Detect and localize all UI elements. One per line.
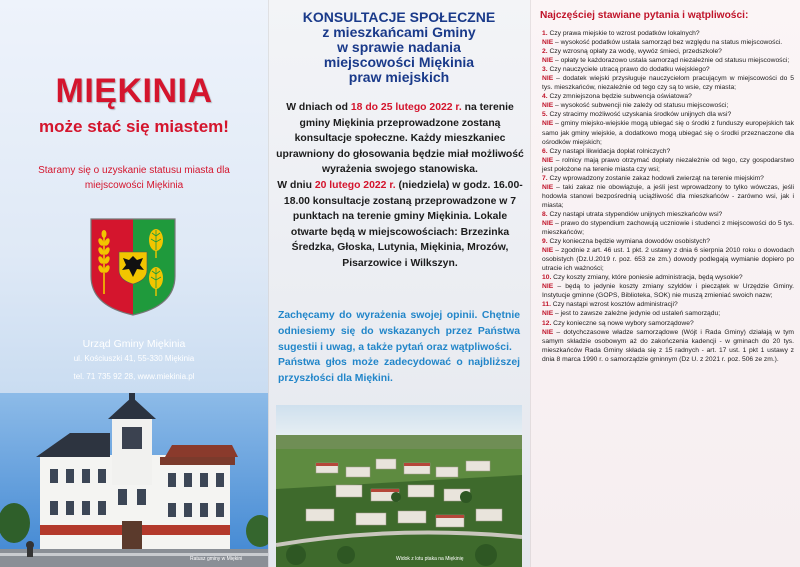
faq-answer-label: NIE (542, 328, 554, 336)
faq-item (542, 210, 794, 237)
faq-question (542, 110, 794, 119)
office-address: ul. Kościuszki 41, 55-330 Miękinia (73, 354, 195, 363)
faq-question-text: Czy konieczna będzie wymiana dowodów osobistych? (549, 238, 711, 246)
faq-answer-label: NIE (542, 102, 554, 110)
faq-number: 5. (542, 111, 548, 119)
right-panel (530, 0, 800, 567)
faq-question-text: Czy zmniejszona będzie subwencja oświatowa? (549, 93, 692, 101)
faq-answer: NIE – wysokość subwencji nie zależy od statusu miejscowości; (542, 102, 729, 110)
faq-answer: NIE – wysokość podatków ustala samorząd bez względu na status miejscowości. (542, 39, 783, 47)
faq-answer: NIE – dotychczasowe władze samorządowe (Wójt i Rada Gminy) działają w tym samym składzie osobowym aż do zakończenia kadencji - w gminach do 20 tys. mieszkańców Rada Gminy składa się z 15 radnych - art. 17 ust. 1 pkt 1 ustawy z dnia 8 marca 1990 r. o samorządzie gminnym (Dz U. z 2021 r. poz. 506 ze zm.). (542, 328, 795, 363)
faq-answer-label: NIE (542, 310, 554, 318)
faq-question-text: Czy wzrosną opłaty za wodę, wywóz śmieci, przedszkole? (549, 48, 722, 56)
consultation-details (276, 100, 524, 272)
coat-of-arms-icon (90, 218, 176, 316)
consultation-day: 20 lutego 2022 r. (314, 179, 396, 191)
title-line: KONSULTACJE SPOŁECZNE (302, 9, 496, 25)
faq-item (542, 300, 794, 318)
photo-caption-middle: Widok z lotu ptaka na Miękinię (396, 556, 464, 562)
faq-item (542, 47, 794, 65)
faq-answer-text: prawo do stypendium zachowują uczniowie i studenci z miejscowości do 5 tys. mieszkańców; (542, 219, 795, 237)
fold-line (530, 0, 531, 567)
office-name: Urząd Gminy Miękinia (82, 338, 186, 350)
main-title: MIĘKINIA (55, 72, 213, 110)
faq-answer: NIE – rolnicy mają prawo otrzymać dopłaty niezależnie od tego, czy gospodarstwo jest położone na terenie miasta czy wsi; (542, 156, 794, 173)
faq-question-text: Czy konieczne są nowe wybory samorządowe? (553, 319, 694, 327)
consultation-dates-paragraph: W dniach od 18 do 25 lutego 2022 r. na terenie gminy Miękinia przeprowadzone zostaną konsultacje społeczne. Każdy mieszkaniec uprawniony do głosowania będzie miał możliwość wyrażenia swojego stanowiska. (276, 102, 524, 176)
faq-answer: NIE – gminy miejsko-wiejskie mogą ubiegać się o środki z funduszy europejskich tak samo jak gminy wiejskie, a dodatkowo mogą ubiegać się o środki przeznaczone dla ośrodków miejskich; (542, 120, 794, 146)
faq-question (542, 92, 794, 101)
faq-answer: NIE – taki zakaz nie obowiązuje, a jeśli jest wprowadzony to tylko wówczas, jeśli hodowla stanowi bezpośrednią uciążliwość dla mieszkańców - zarówno wsi, jak i miasta; (542, 183, 794, 209)
fold-line (268, 0, 269, 567)
faq-answer-label: NIE (542, 283, 554, 291)
faq-title: Najczęściej stawiane pytania i wątpliwości: (540, 10, 749, 21)
faq-question-text: Czy nastąpi utrata stypendiów unijnych mieszkańców wsi? (549, 210, 723, 218)
faq-question (542, 174, 794, 183)
faq-answer-label: NIE (542, 219, 554, 227)
faq-question (542, 47, 794, 56)
consultation-dates: 18 do 25 lutego 2022 r. (350, 102, 462, 113)
faq-item (542, 319, 794, 364)
faq-answer-text: taki zakaz nie obowiązuje, a jeśli jest wprowadzony to tylko wówczas, jeśli hodowla stanowi bezpośrednią uciążliwość dla mieszkańców - zarówno wsi, jak i miasta; (542, 183, 794, 209)
faq-answer: NIE – dodatek wiejski przysługuje nauczycielom pracującym w miejscowości do 5 tys. mieszkańców, niezależnie od tego czy są to wsie, czy miasta; (542, 75, 795, 92)
faq-answer-text: wysokość subwencji nie zależy od statusu miejscowości; (560, 102, 729, 110)
faq-number: 12. (542, 319, 552, 327)
title-line: miejscowości Miękinia (323, 54, 475, 70)
faq-item (542, 29, 794, 47)
faq-answer-text: będą to jedynie koszty zmiany szyldów i pieczątek w Urzędzie Gminy. Instytucje gminne (GOPS, Biblioteka, SOK) nie muszą zmieniać swoich nazw; (542, 283, 794, 300)
invitation-paragraph: Państwa głos może zadecydować o najbliższej przyszłości dla Miękini. (278, 357, 520, 385)
faq-answer-label: NIE (542, 75, 554, 83)
title-line: praw miejskich (348, 69, 450, 85)
faq-question-text: Czy koszty zmiany, które poniesie administracja, będą wysokie? (553, 274, 743, 282)
faq-number: 1. (542, 30, 548, 37)
faq-item (542, 174, 794, 210)
faq-number: 10. (542, 274, 552, 282)
faq-question-text: Czy nastąpi wzrost kosztów administracji? (552, 301, 678, 309)
faq-answer-label: NIE (542, 247, 554, 255)
consultation-title (268, 10, 530, 85)
main-subtitle: może stać się miastem! (39, 117, 229, 136)
faq-number: 8. (542, 210, 548, 218)
faq-number: 3. (542, 66, 548, 74)
faq-question-text: Czy prawa miejskie to wzrost podatków lokalnych? (549, 30, 700, 37)
lead-text: Staramy się o uzyskanie statusu miasta dla miejscowości Miękinia (38, 165, 230, 191)
faq-question (542, 319, 794, 328)
faq-answer-label: NIE (542, 120, 554, 128)
faq-item (542, 147, 794, 174)
faq-answer-text: gminy miejsko-wiejskie mogą ubiegać się o środki z funduszy europejskich tak samo jak gminy wiejskie, a dodatkowo mogą ubiegać się o środki przeznaczone dla ośrodków miejskich; (542, 120, 794, 146)
faq-number: 4. (542, 93, 548, 101)
faq-item (542, 110, 794, 146)
faq-answer-text: jest to zawsze zależne jedynie od ustaleń samorządu; (560, 310, 721, 318)
consultation-day-paragraph: W dniu 20 lutego 2022 r. (niedziela) w godz. 16.00-18.00 konsultacje zostaną przeprowadzone w 7 punktach na terenie gminy Miękinia. Lokale otwarte będą w miejscowościach: Brzezinka Średzka, Głoska, Lutynia, Miękinia, Mrozów, Pisarzowice i Wilkszyn. (277, 179, 523, 269)
faq-number: 7. (542, 174, 548, 182)
faq-answer-text: opłaty te każdorazowo ustala samorząd niezależnie od statusu miejscowości; (560, 57, 790, 65)
faq-answer-text: wysokość podatków ustala samorząd bez względu na status miejscowości. (560, 39, 783, 47)
left-panel (0, 0, 268, 567)
photo-caption-left: Ratusz gminy w Miękini (190, 556, 243, 562)
faq-question (542, 300, 794, 309)
faq-answer-text: dotychczasowe władze samorządowe (Wójt i Rada Gminy) działają w tym samym składzie osobowym aż do zakończenia kadencji - w gminach do 20 tys. mieszkańców Rada Gminy składa się z 15 radnych - art. 17 ust. 1 pkt 1 ustawy z dnia 8 marca 1990 r. o samorządzie gminnym (Dz U. z 2021 r. poz. 506 ze zm.). (542, 328, 795, 363)
faq-question (542, 273, 794, 282)
title-line: z mieszkańcami Gminy (322, 24, 476, 40)
town-hall-photo (0, 393, 268, 567)
faq-answer-label: NIE (542, 57, 554, 65)
faq-answer-text: rolnicy mają prawo otrzymać dopłaty niezależnie od tego, czy gospodarstwo jest położone na terenie miasta czy wsi; (542, 156, 794, 173)
faq-answer: NIE – prawo do stypendium zachowują uczniowie i studenci z miejscowości do 5 tys. mieszkańców; (542, 219, 795, 237)
faq-question (542, 237, 794, 246)
aerial-town-photo (276, 405, 522, 567)
faq-answer: NIE – zgodnie z art. 46 ust. 1 pkt. 2 ustawy z dnia 6 sierpnia 2010 roku o dowodach osobistych (Dz.U.2019 r. poz. 653 ze zm.) dowody podlegają wymianie dopiero po utracie ich ważności; (542, 247, 794, 273)
faq-number: 9. (542, 238, 548, 246)
eagle-icon (119, 252, 147, 284)
faq-question-text: Czy wprowadzony zostanie zakaz hodowli zwierząt na terenie miejskim? (549, 174, 764, 182)
invitation-text (278, 308, 520, 387)
faq-answer-text: dodatek wiejski przysługuje nauczycielom pracującym w miejscowości do 5 tys. mieszkańców, niezależnie od tego czy są to wsie, czy miasta; (542, 75, 795, 92)
office-contact: tel. 71 735 92 28, www.miekinia.pl (73, 372, 195, 381)
faq-question-text: Czy nauczyciele utracą prawo do dodatku wiejskiego? (549, 66, 710, 74)
faq-item (542, 65, 794, 92)
faq-answer-label: NIE (542, 156, 554, 164)
faq-question-text: Czy stracimy możliwość uzyskania środków unijnych dla wsi? (549, 111, 732, 119)
faq-question-text: Czy nastąpi likwidacja dopłat rolniczych? (549, 147, 671, 155)
faq-question (542, 210, 794, 219)
faq-number: 6. (542, 147, 548, 155)
faq-question (542, 65, 794, 74)
faq-number: 2. (542, 48, 548, 56)
faq-question (542, 147, 794, 156)
faq-answer: NIE – opłaty te każdorazowo ustala samorząd niezależnie od statusu miejscowości; (542, 57, 790, 65)
faq-number: 11. (542, 301, 551, 309)
faq-answer: NIE – będą to jedynie koszty zmiany szyldów i pieczątek w Urzędzie Gminy. Instytucje gminne (GOPS, Biblioteka, SOK) nie muszą zmieniać swoich nazw; (542, 283, 794, 300)
faq-answer: NIE – jest to zawsze zależne jedynie od ustaleń samorządu; (542, 310, 721, 318)
faq-item (542, 92, 794, 110)
faq-answer-text: zgodnie z art. 46 ust. 1 pkt. 2 ustawy z dnia 6 sierpnia 2010 roku o dowodach osobistych (Dz.U.2019 r. poz. 653 ze zm.) dowody podlegają wymianie dopiero po utracie ich ważności; (542, 247, 794, 273)
middle-panel (268, 0, 530, 567)
invitation-paragraph: Zachęcamy do wyrażenia swojej opinii. Chętnie odniesiemy się do wskazanych przez Państwa sugestii i uwag, a także pytań oraz wątpliwości. (278, 310, 520, 353)
faq-answer-label: NIE (542, 39, 554, 47)
faq-item (542, 237, 794, 273)
faq-question (542, 29, 794, 38)
faq-answer-label: NIE (542, 183, 554, 191)
title-line: w sprawie nadania (337, 39, 461, 55)
faq-item (542, 273, 794, 300)
faq-list (542, 29, 794, 364)
